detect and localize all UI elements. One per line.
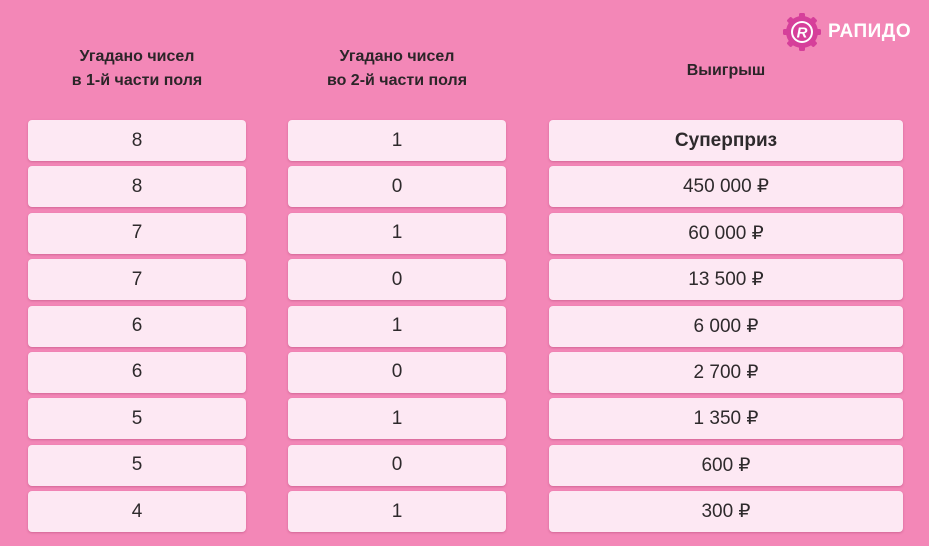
prize-cell: 450 000 ₽: [549, 166, 903, 207]
part1-cell: 7: [28, 259, 246, 300]
part2-cell: 1: [288, 491, 506, 532]
prize-cell-superprize: Суперприз: [549, 120, 903, 161]
prize-cell: 1 350 ₽: [549, 398, 903, 439]
part1-cell: 8: [28, 120, 246, 161]
part2-cell: 1: [288, 213, 506, 254]
part1-cell: 6: [28, 352, 246, 393]
header-prize: [549, 46, 903, 96]
column-part2: [288, 120, 506, 538]
prize-cell: 2 700 ₽: [549, 352, 903, 393]
header-part1-line1: Угадано чисел: [79, 48, 195, 65]
header-part2: [288, 44, 506, 94]
part1-cell: 5: [28, 445, 246, 486]
prize-cell: 600 ₽: [549, 445, 903, 486]
header-part2-line1: Угадано чисел: [339, 48, 455, 65]
part2-cell: 1: [288, 306, 506, 347]
part1-cell: 6: [28, 306, 246, 347]
prize-cell: 300 ₽: [549, 491, 903, 532]
column-prize: [549, 120, 903, 538]
part1-cell: 8: [28, 166, 246, 207]
part1-cell: 5: [28, 398, 246, 439]
brand-name: РАПИДО: [828, 21, 912, 42]
part2-cell: 0: [288, 166, 506, 207]
column-part1: [28, 120, 246, 538]
header-part1: [28, 44, 246, 94]
prize-cell: 13 500 ₽: [549, 259, 903, 300]
part2-cell: 0: [288, 259, 506, 300]
part1-cell: 7: [28, 213, 246, 254]
part2-cell: 0: [288, 352, 506, 393]
header-part2-line2: во 2-й части поля: [326, 72, 468, 89]
header-prize-label: Выигрыш: [686, 62, 766, 79]
part2-cell: 1: [288, 120, 506, 161]
prize-cell: 60 000 ₽: [549, 213, 903, 254]
logo-letter: R: [796, 24, 808, 42]
prize-cell: 6 000 ₽: [549, 306, 903, 347]
part2-cell: 0: [288, 445, 506, 486]
header-part1-line2: в 1-й части поля: [71, 72, 203, 89]
part1-cell: 4: [28, 491, 246, 532]
part2-cell: 1: [288, 398, 506, 439]
